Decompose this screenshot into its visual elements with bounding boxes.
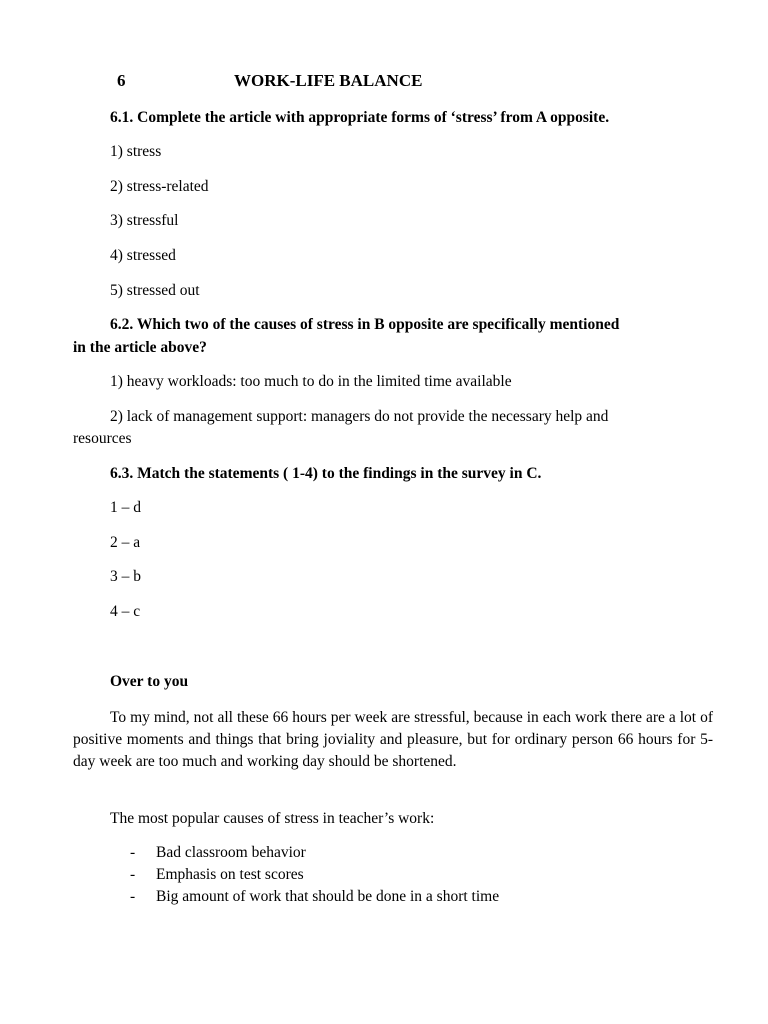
answer-6-2-item-2-line-2: resources: [73, 430, 132, 447]
chapter-title: WORK-LIFE BALANCE: [234, 71, 423, 90]
answer-6-3-item-1: 1 – d: [110, 499, 141, 516]
cause-item-2: Emphasis on test scores: [156, 866, 304, 883]
answer-6-1-item-1: 1) stress: [110, 143, 162, 160]
answer-6-3-item-3: 3 – b: [110, 568, 141, 585]
over-to-you-heading: Over to you: [110, 673, 189, 690]
section-6-3-title: 6.3. Match the statements ( 1-4) to the findings in the survey in C.: [110, 465, 542, 482]
section-6-2-title-line-1: 6.2. Which two of the causes of stress in B opposite are specifically mentioned: [110, 316, 620, 333]
causes-intro: The most popular causes of stress in teacher’s work:: [110, 810, 435, 827]
section-6-1-title: 6.1. Complete the article with appropriate forms of ‘stress’ from A opposite.: [110, 109, 610, 126]
answer-6-1-item-2: 2) stress-related: [110, 178, 209, 195]
section-6-2-title-line-2: in the article above?: [73, 339, 207, 356]
answer-6-1-item-3: 3) stressful: [110, 212, 179, 229]
over-to-you-paragraph-text: To my mind, not all these 66 hours per week are stressful, because in each work there are a lot of positive moments and things that bring joviality and pleasure, but for ordinary person 66 hours for 5-day week are too much and working day should be shortened.: [73, 709, 713, 770]
bullet-marker: -: [130, 888, 136, 905]
over-to-you-paragraph: [73, 707, 713, 773]
list-item: [130, 887, 499, 909]
list-item: [130, 865, 499, 887]
answer-6-2-item-2-line-1: 2) lack of management support: managers do not provide the necessary help and: [110, 408, 609, 425]
chapter-number: 6: [117, 71, 126, 90]
answer-6-1-item-4: 4) stressed: [110, 247, 176, 264]
answer-6-1-item-5: 5) stressed out: [110, 282, 200, 299]
answer-6-3-item-4: 4 – c: [110, 603, 141, 620]
list-item: [130, 843, 499, 865]
bullet-marker: -: [130, 866, 136, 883]
causes-list: [130, 843, 499, 909]
answer-6-3-item-2: 2 – a: [110, 534, 141, 551]
cause-item-3: Big amount of work that should be done in a short time: [156, 888, 500, 905]
cause-item-1: Bad classroom behavior: [156, 844, 306, 861]
answer-6-2-item-1: 1) heavy workloads: too much to do in the limited time available: [110, 373, 512, 390]
bullet-marker: -: [130, 844, 136, 861]
